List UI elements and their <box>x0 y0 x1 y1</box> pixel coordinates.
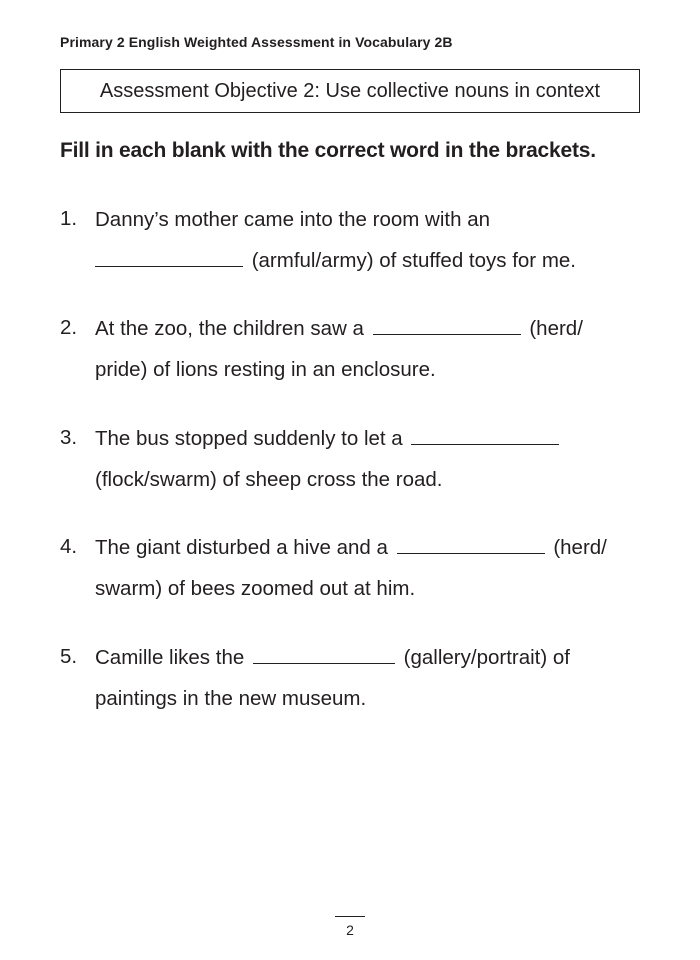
question-text-after-blank: (herd/ <box>529 317 583 340</box>
question-line-1 <box>95 645 570 671</box>
question-text-before-blank: The giant disturbed a hive and a <box>95 536 388 559</box>
assessment-objective-text: Assessment Objective 2: Use collective nouns in context <box>99 79 601 102</box>
question-line-1 <box>95 316 583 342</box>
page-number-rule <box>335 916 365 917</box>
assessment-objective-box <box>60 69 640 113</box>
worksheet-header-title: Primary 2 English Weighted Assessment in Vocabulary 2B <box>60 34 453 50</box>
question-number: 5. <box>60 645 78 668</box>
question-line-1 <box>95 535 607 561</box>
question-line-1 <box>95 426 562 452</box>
question-text-after-blank: (gallery/portrait) of <box>403 646 570 669</box>
question-number: 2. <box>60 316 78 339</box>
question-number: 4. <box>60 535 78 558</box>
question-text-before-blank: Danny’s mother came into the room with an <box>95 208 491 231</box>
question-number: 1. <box>60 207 78 230</box>
question-text-before-blank: Camille likes the <box>95 646 245 669</box>
question-text-continued: (flock/swarm) of sheep cross the road. <box>95 468 443 491</box>
page-number: 2 <box>346 922 354 938</box>
question-number: 3. <box>60 426 78 449</box>
question-line-2 <box>95 357 436 383</box>
answer-blank[interactable] <box>397 535 545 554</box>
question-line-2 <box>95 467 443 493</box>
instruction-text: Fill in each blank with the correct word in the brackets. <box>60 139 596 162</box>
question-line-2 <box>95 576 415 602</box>
question-text-continued: paintings in the new museum. <box>95 687 367 710</box>
question-text-after-blank: (herd/ <box>553 536 607 559</box>
question-line-1 <box>95 207 490 233</box>
answer-blank[interactable] <box>373 316 521 335</box>
question-text-continued: swarm) of bees zoomed out at him. <box>95 577 416 600</box>
question-line-2 <box>95 686 366 712</box>
question-line-2 <box>95 248 576 274</box>
answer-blank[interactable] <box>411 426 559 445</box>
question-text-after-blank: (armful/army) of stuffed toys for me. <box>251 249 576 272</box>
question-text-continued: pride) of lions resting in an enclosure. <box>95 358 436 381</box>
answer-blank[interactable] <box>95 248 243 267</box>
answer-blank[interactable] <box>253 645 395 664</box>
question-text-before-blank: The bus stopped suddenly to let a <box>95 427 403 450</box>
question-text-before-blank: At the zoo, the children saw a <box>95 317 364 340</box>
